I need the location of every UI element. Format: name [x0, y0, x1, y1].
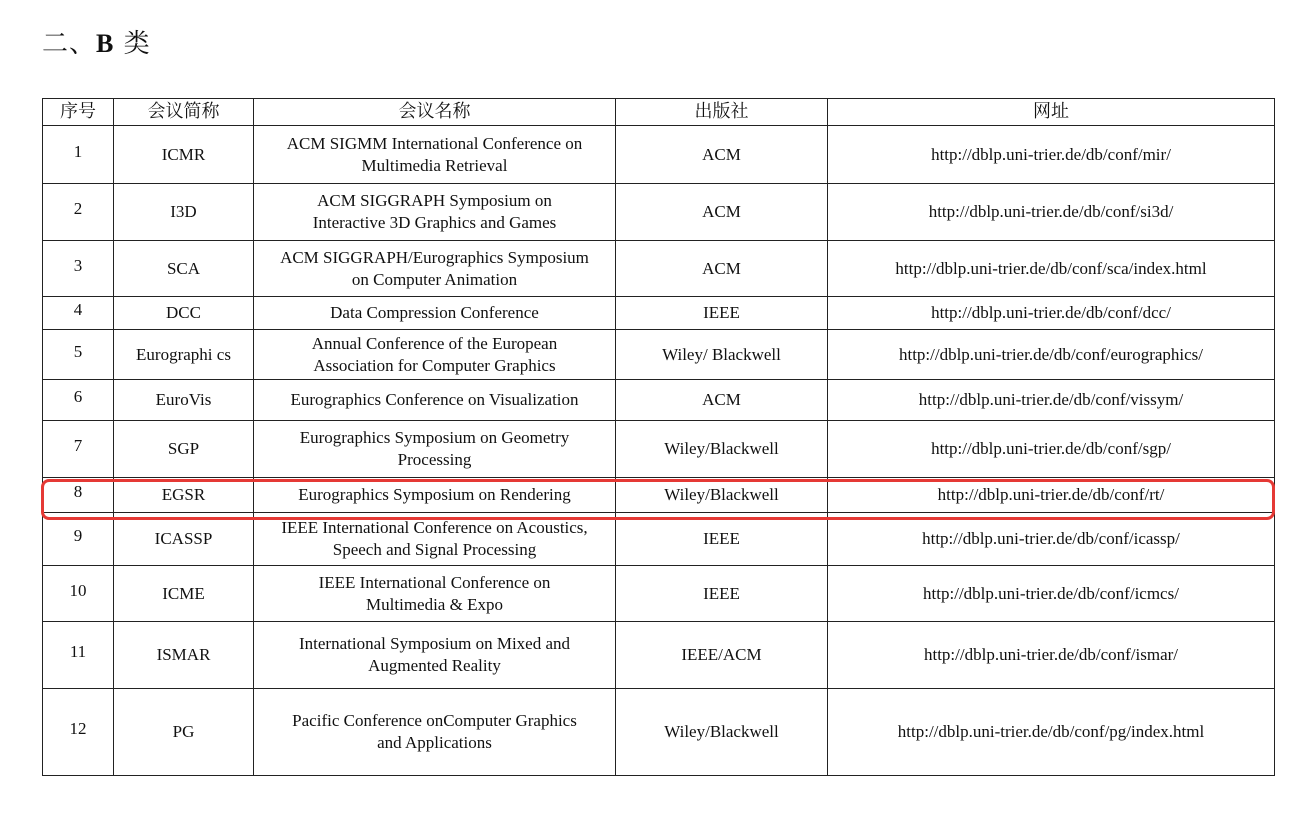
row-number: 3	[73, 255, 83, 275]
name-cell	[254, 622, 616, 689]
url-cell	[828, 689, 1275, 776]
table-header-row	[43, 99, 1275, 126]
conference-name-line2: Interactive 3D Graphics and Games	[312, 213, 557, 232]
row-number-cell	[43, 622, 114, 689]
abbr-cell	[114, 421, 254, 478]
header-url: 网址	[828, 99, 1275, 126]
url-cell	[828, 126, 1275, 184]
publisher: ACM	[702, 390, 741, 409]
conference-abbr: ICME	[162, 583, 205, 603]
conference-name-line1: Eurographics Conference on Visualization	[290, 390, 579, 409]
row-number: 9	[73, 526, 83, 545]
conference-abbr: SCA	[166, 258, 201, 278]
conference-abbr: EuroVis	[155, 390, 212, 409]
table-row	[43, 421, 1275, 478]
table-row	[43, 622, 1275, 689]
conference-name-line1: ACM SIGGRAPH Symposium on	[317, 191, 552, 210]
url-cell	[828, 566, 1275, 622]
section-heading	[42, 26, 151, 62]
publisher-cell	[616, 241, 828, 297]
heading-prefix: 二、	[42, 29, 97, 59]
conference-name-line2: Multimedia Retrieval	[361, 155, 508, 175]
conference-name-line2: on Computer Animation	[351, 269, 518, 289]
conference-url[interactable]: http://dblp.uni-trier.de/db/conf/dcc/	[931, 303, 1171, 322]
publisher-cell	[616, 184, 828, 241]
conference-name-line2: Association for Computer Graphics	[313, 355, 556, 375]
table-row	[43, 380, 1275, 421]
heading-suffix: 类	[123, 29, 151, 59]
table-row	[43, 330, 1275, 380]
name-cell	[254, 330, 616, 380]
row-number-cell	[43, 566, 114, 622]
publisher-cell	[616, 689, 828, 776]
conference-url[interactable]: http://dblp.uni-trier.de/db/conf/icmcs/	[923, 583, 1179, 603]
conference-abbr: SGP	[167, 439, 200, 458]
abbr-cell	[114, 126, 254, 184]
row-number-cell	[43, 241, 114, 297]
conference-name-line2: and Applications	[377, 733, 492, 752]
conference-name-line2: Augmented Reality	[368, 656, 501, 675]
conference-name-line1: Eurographics Symposium on Geometry	[299, 428, 570, 447]
url-cell	[828, 380, 1275, 421]
row-number-cell	[43, 478, 114, 513]
abbr-cell	[114, 478, 254, 513]
row-number-cell	[43, 297, 114, 330]
row-number: 1	[73, 141, 83, 161]
row-number-cell	[43, 126, 114, 184]
publisher-cell	[616, 330, 828, 380]
conference-url[interactable]: http://dblp.uni-trier.de/db/conf/vissym/	[918, 390, 1184, 409]
table-row	[43, 513, 1275, 566]
abbr-cell	[114, 330, 254, 380]
name-cell	[254, 297, 616, 330]
name-cell	[254, 566, 616, 622]
conference-name-line1: ACM SIGGRAPH/Eurographics Symposium	[280, 247, 589, 267]
conference-abbr: ISMAR	[156, 645, 211, 664]
name-cell	[254, 689, 616, 776]
publisher: ACM	[702, 258, 741, 278]
publisher: Wiley/Blackwell	[664, 485, 779, 504]
row-number: 11	[69, 642, 87, 661]
url-cell	[828, 421, 1275, 478]
publisher-cell	[616, 380, 828, 421]
table-row	[43, 566, 1275, 622]
row-number-cell	[43, 380, 114, 421]
conference-abbr: PG	[172, 722, 195, 741]
row-number: 10	[69, 580, 87, 600]
publisher: IEEE	[703, 529, 740, 548]
url-cell	[828, 184, 1275, 241]
row-number: 6	[73, 387, 83, 406]
row-number-cell	[43, 421, 114, 478]
conference-table	[42, 98, 1275, 776]
row-number-cell	[43, 689, 114, 776]
conference-abbr: ICASSP	[154, 529, 213, 548]
abbr-cell	[114, 184, 254, 241]
abbr-cell	[114, 380, 254, 421]
abbr-cell	[114, 297, 254, 330]
conference-url[interactable]: http://dblp.uni-trier.de/db/conf/ismar/	[923, 645, 1178, 664]
conference-name-line1: Data Compression Conference	[330, 303, 539, 322]
publisher-cell	[616, 566, 828, 622]
publisher-cell	[616, 513, 828, 566]
table-row	[43, 478, 1275, 513]
conference-url[interactable]: http://dblp.uni-trier.de/db/conf/rt/	[937, 485, 1165, 504]
conference-name-line1: Eurographics Symposium on Rendering	[298, 485, 571, 504]
heading-letter: B	[96, 29, 115, 58]
table-row	[43, 126, 1275, 184]
row-number-cell	[43, 513, 114, 566]
publisher-cell	[616, 126, 828, 184]
conference-name-line1: IEEE International Conference on Acoustics,	[281, 518, 588, 537]
conference-name-line1: Annual Conference of the European	[311, 333, 558, 353]
name-cell	[254, 241, 616, 297]
conference-url[interactable]: http://dblp.uni-trier.de/db/conf/sgp/	[931, 439, 1171, 458]
conference-url[interactable]: http://dblp.uni-trier.de/db/conf/eurographics/	[898, 344, 1204, 364]
conference-name-line2: Multimedia & Expo	[366, 594, 503, 614]
conference-url[interactable]: http://dblp.uni-trier.de/db/conf/si3d/	[928, 202, 1174, 221]
conference-abbr: I3D	[170, 202, 197, 221]
publisher-cell	[616, 478, 828, 513]
name-cell	[254, 380, 616, 421]
publisher-cell	[616, 297, 828, 330]
abbr-cell	[114, 241, 254, 297]
conference-abbr: ICMR	[161, 144, 206, 164]
publisher: Wiley/Blackwell	[664, 722, 779, 741]
publisher: Wiley/Blackwell	[664, 439, 779, 458]
url-cell	[828, 297, 1275, 330]
header-no: 序号	[43, 99, 114, 126]
publisher: Wiley/ Blackwell	[662, 344, 781, 364]
conference-url[interactable]: http://dblp.uni-trier.de/db/conf/pg/index.html	[897, 722, 1205, 741]
table-row	[43, 297, 1275, 330]
publisher: ACM	[702, 144, 741, 164]
publisher: IEEE	[703, 583, 740, 603]
url-cell	[828, 478, 1275, 513]
table-row	[43, 689, 1275, 776]
conference-name-line1: IEEE International Conference on	[318, 572, 551, 592]
publisher-cell	[616, 421, 828, 478]
conference-abbr: Eurographi cs	[136, 344, 231, 364]
name-cell	[254, 478, 616, 513]
name-cell	[254, 421, 616, 478]
conference-name-line1: ACM SIGMM International Conference on	[286, 133, 583, 153]
name-cell	[254, 126, 616, 184]
header-abbr: 会议简称	[114, 99, 254, 126]
conference-name-line2: Speech and Signal Processing	[332, 540, 537, 559]
row-number: 5	[73, 341, 83, 361]
name-cell	[254, 513, 616, 566]
conference-url[interactable]: http://dblp.uni-trier.de/db/conf/icassp/	[922, 529, 1180, 548]
header-publisher: 出版社	[616, 99, 828, 126]
publisher: IEEE	[703, 303, 740, 322]
row-number: 4	[73, 300, 83, 319]
conference-name-line1: International Symposium on Mixed and	[298, 634, 571, 653]
abbr-cell	[114, 689, 254, 776]
conference-name-line2: Processing	[397, 450, 472, 469]
name-cell	[254, 184, 616, 241]
conference-url[interactable]: http://dblp.uni-trier.de/db/conf/sca/index.html	[895, 258, 1207, 278]
abbr-cell	[114, 513, 254, 566]
abbr-cell	[114, 566, 254, 622]
conference-abbr: DCC	[166, 303, 201, 322]
publisher: IEEE/ACM	[681, 645, 762, 664]
header-name: 会议名称	[254, 99, 616, 126]
publisher-cell	[616, 622, 828, 689]
table-row	[43, 241, 1275, 297]
publisher: ACM	[702, 202, 741, 221]
row-number-cell	[43, 184, 114, 241]
url-cell	[828, 622, 1275, 689]
url-cell	[828, 513, 1275, 566]
url-cell	[828, 241, 1275, 297]
row-number: 2	[73, 199, 83, 218]
row-number-cell	[43, 330, 114, 380]
conference-name-line1: Pacific Conference onComputer Graphics	[292, 711, 577, 730]
url-cell	[828, 330, 1275, 380]
table-row	[43, 184, 1275, 241]
conference-abbr: EGSR	[161, 485, 206, 504]
abbr-cell	[114, 622, 254, 689]
row-number: 7	[73, 436, 83, 455]
row-number: 12	[69, 719, 87, 738]
row-number: 8	[73, 482, 83, 501]
conference-url[interactable]: http://dblp.uni-trier.de/db/conf/mir/	[931, 144, 1171, 164]
